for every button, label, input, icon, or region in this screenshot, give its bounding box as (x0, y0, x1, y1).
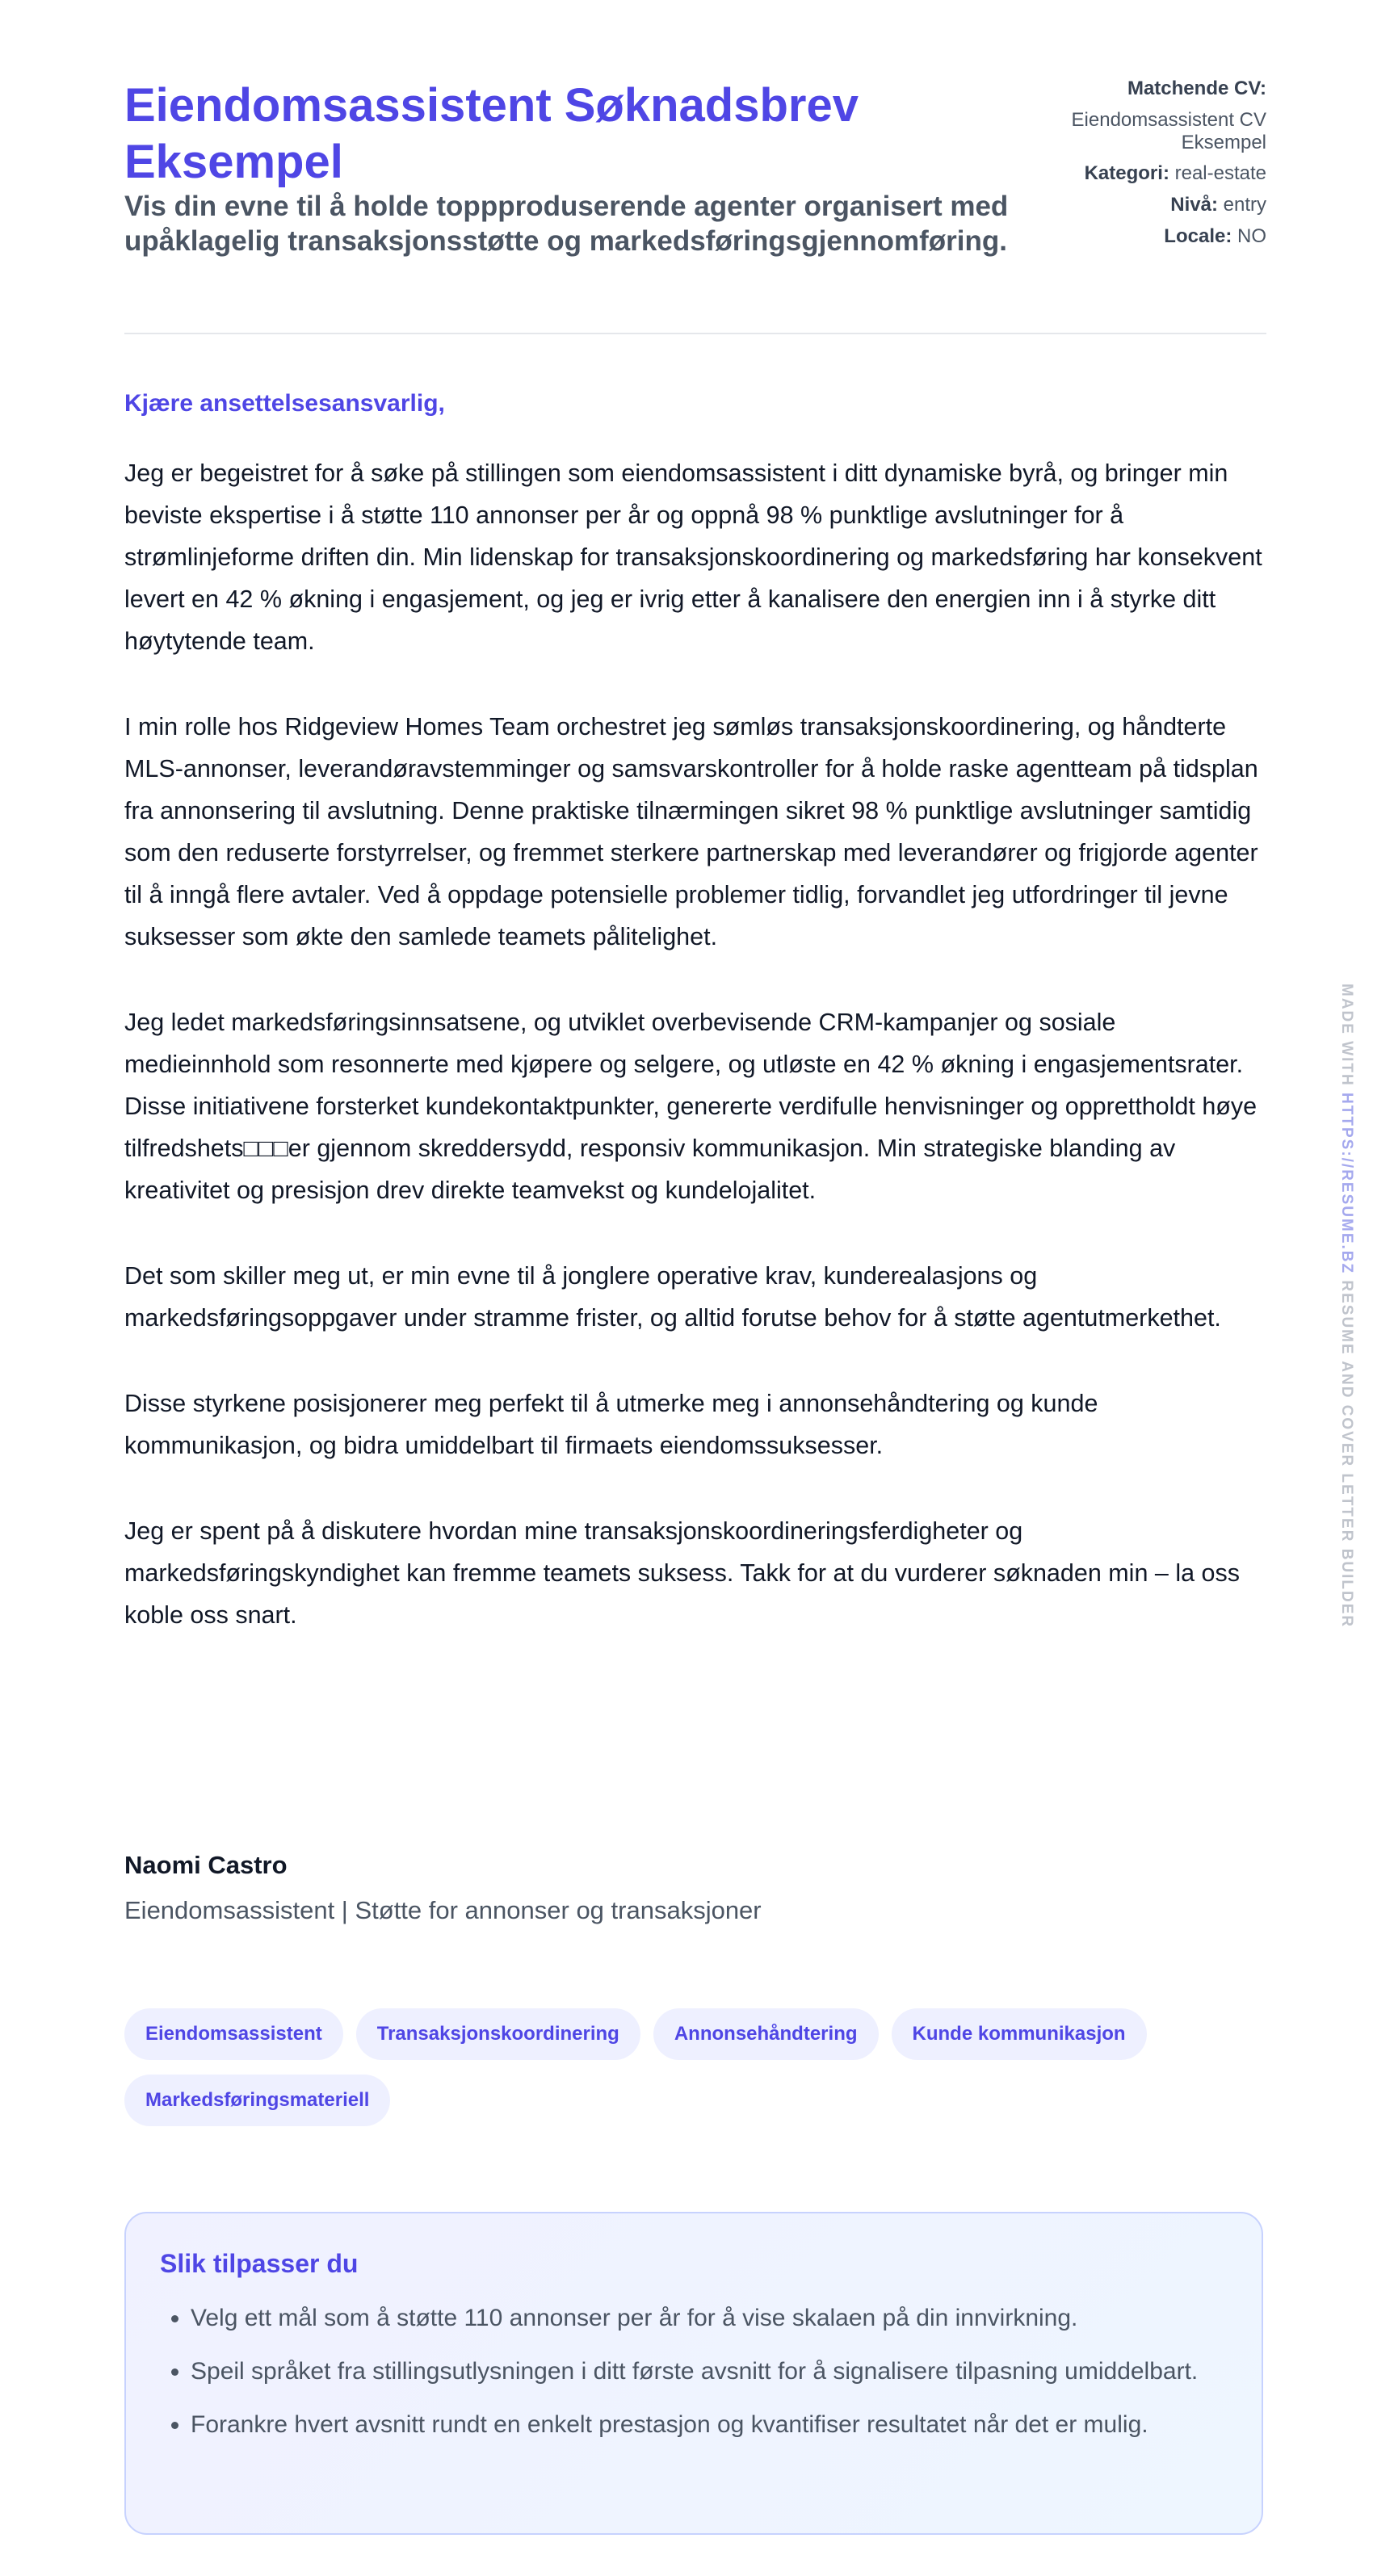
signature-name: Naomi Castro (124, 1851, 288, 1879)
meta-category-value: real-estate (1174, 162, 1266, 184)
meta-cv-value-row (1024, 109, 1266, 154)
keyword-tags (124, 2008, 1266, 2126)
letter-body (124, 452, 1266, 1680)
signature-role: Eiendomsassistent | Støtte for annonser og transaksjoner (124, 1896, 762, 1924)
vertical-watermark (1334, 984, 1358, 1654)
meta-locale-label: Locale: (1164, 225, 1232, 247)
keyword-tag: Annonsehåndtering (653, 2008, 879, 2060)
meta-cv-label-row (1024, 78, 1266, 100)
metadata-panel (1024, 78, 1266, 257)
meta-category-label: Kategori: (1084, 162, 1169, 184)
watermark-text (1337, 984, 1355, 1628)
meta-level-value: entry (1223, 194, 1266, 216)
meta-locale-value: NO (1237, 225, 1266, 247)
keyword-tag: Eiendomsassistent (124, 2008, 343, 2060)
letter-greeting: Kjære ansettelsesansvarlig, (124, 390, 445, 417)
watermark-tagline: RESUME AND COVER LETTER BUILDER (1338, 1280, 1355, 1629)
tip-item: • Velg ett mål som å støtte 110 annonser per år for å vise skalaen på din innvirkning. (191, 2298, 1228, 2339)
letter-paragraph: Jeg er begeistret for å søke på stillingen som eiendomsassistent i ditt dynamiske byrå, og bringer min beviste ekspertise i å støtte 110 annonser per år og oppnå 98 % punktlige avslutninger for å strømlinjeforme driften din. Min lidenskap for transaksjonskoordinering og markedsføring har konsekvent levert en 42 % økning i engasjement, og jeg er ivrig etter å kanalisere den energien inn i å styrke ditt høytytende team. (124, 459, 1262, 655)
tips-list (160, 2298, 1228, 2445)
meta-locale (1024, 225, 1266, 248)
page-title: Eiendomsassistent Søknadsbrev Eksempel (124, 79, 859, 188)
keyword-tag: Markedsføringsmateriell (124, 2075, 390, 2126)
meta-cv-label: Matchende CV: (1127, 78, 1266, 99)
cover-letter-page (124, 0, 1266, 2438)
keyword-tag: Transaksjonskoordinering (356, 2008, 640, 2060)
meta-level-label: Nivå: (1170, 194, 1218, 216)
letter-paragraph: Jeg er spent på å diskutere hvordan mine transaksjonskoordineringsferdigheter og markedsføringskyndighet kan fremme teamets suksess. Takk for at du vurderer søknaden min – la oss koble oss snart. (124, 1517, 1240, 1629)
tips-panel (124, 2212, 1263, 2535)
meta-category (1024, 162, 1266, 185)
letter-paragraph: I min rolle hos Ridgeview Homes Team orchestret jeg sømløs transaksjonskoordinering, og håndterte MLS-annonser, leverandøravstemminger og samsvarskontroller for å holde raske agentteam på tidsplan fra annonsering til avslutning. Denne praktiske tilnærmingen sikret 98 % punktlige avslutninger samtidig som den reduserte forstyrrelser, og fremmet sterkere partnerskap med leverandører og frigjorde agenter til å inngå flere avtaler. Ved å oppdage potensielle problemer tidlig, forvandlet jeg utfordringer til jevne suksesser som økte den samlede teamets pålitelighet. (124, 713, 1258, 950)
tip-item: • Forankre hvert avsnitt rundt en enkelt prestasjon og kvantifiser resultatet når det er mulig. (191, 2405, 1228, 2445)
tip-item: • Speil språket fra stillingsutlysningen i ditt første avsnitt for å signalisere tilpasning umiddelbart. (191, 2352, 1228, 2392)
tips-title: Slik tilpasser du (160, 2249, 359, 2278)
keyword-tag: Kunde kommunikasjon (892, 2008, 1147, 2060)
watermark-made-with: MADE WITH (1338, 984, 1355, 1087)
letter-paragraph: Det som skiller meg ut, er min evne til å jonglere operative krav, kunderealasjons og markedsføringsoppgaver under stramme frister, og alltid forutse behov for å støtte agentutmerkethet. (124, 1262, 1221, 1332)
page-subtitle: Vis din evne til å holde toppproduserende agenter organisert med upåklagelig transaksjonsstøtte og markedsføringsgjennomføring. (124, 191, 1009, 257)
letter-paragraph: Jeg ledet markedsføringsinnsatsene, og utviklet overbevisende CRM-kampanjer og sosiale medieinnhold som resonnerte med kjøpere og selgere, og utløste en 42 % økning i engasjementsrater. Disse initiativene forsterket kundekontaktpunkter, genererte verdifulle henvisninger og opprettholdt høye tilfredshets□□□er gjennom skreddersydd, responsiv kommunikasjon. Min strategiske blanding av kreativitet og presisjon drev direkte teamvekst og kundelojalitet. (124, 1009, 1258, 1204)
watermark-link[interactable]: HTTPS://RESUME.BZ (1338, 1093, 1355, 1275)
document-header (124, 0, 1266, 334)
meta-level (1024, 194, 1266, 216)
letter-paragraph: Disse styrkene posisjonerer meg perfekt til å utmerke meg i annonsehåndtering og kunde kommunikasjon, og bidra umiddelbart til firmaets eiendomssuksesser. (124, 1390, 1098, 1459)
meta-cv-value: Eiendomsassistent CV Eksempel (1071, 109, 1266, 153)
